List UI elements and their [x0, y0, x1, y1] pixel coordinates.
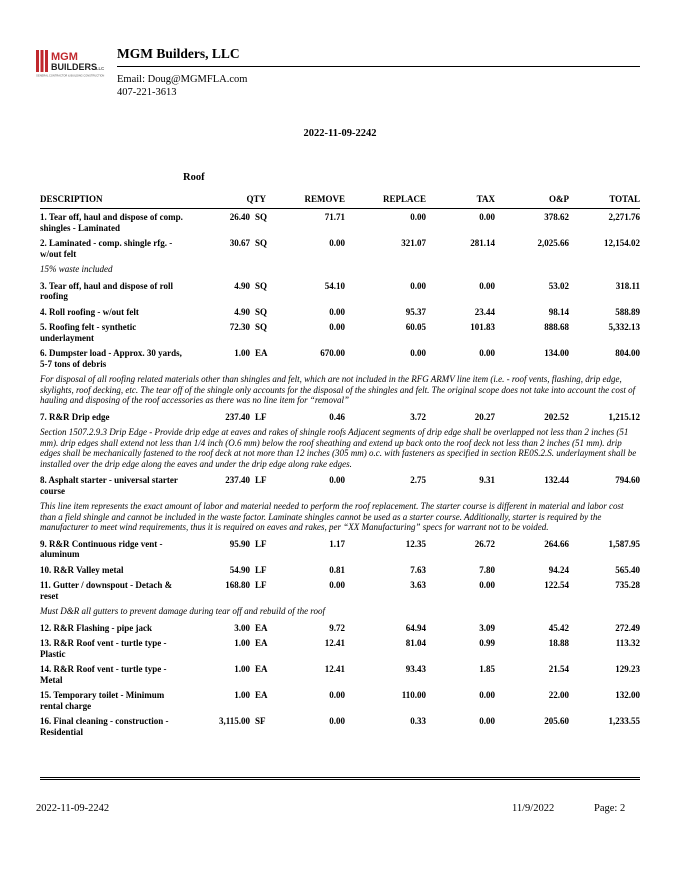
item-tax: 1.85 [479, 664, 496, 674]
item-op: 94.24 [548, 564, 570, 575]
item-unit: SQ [255, 212, 268, 222]
item-description: 4. Roll roofing - w/out felt [40, 306, 139, 317]
section-title: Roof [183, 172, 205, 183]
item-replace: 3.72 [410, 411, 427, 422]
item-op: 378.62 [544, 212, 570, 222]
table-bottom-rule-double [40, 779, 640, 780]
item-op: 132.44 [544, 475, 570, 485]
item-unit: EA [255, 638, 268, 648]
item-unit: LF [255, 538, 267, 549]
table-row [40, 687, 640, 713]
item-qty: 26.40 [229, 212, 250, 222]
item-description: 9. R&R Continuous ridge vent - aluminum [40, 538, 163, 559]
item-qty: 168.80 [225, 580, 250, 590]
item-remove: 0.00 [329, 716, 346, 726]
table-row [40, 562, 640, 578]
table-row [40, 577, 640, 603]
table-row [40, 304, 640, 320]
table-header-row [40, 192, 640, 209]
item-tax: 7.80 [479, 564, 496, 575]
item-replace: 60.05 [405, 322, 427, 332]
item-qty: 1.00 [234, 690, 250, 700]
col-op: O&P [495, 192, 569, 209]
note-row [40, 371, 640, 409]
col-qty: QTY [190, 192, 282, 209]
item-unit: SQ [255, 322, 268, 332]
item-op: 122.54 [544, 580, 570, 590]
item-qty: 30.67 [229, 238, 250, 248]
table-row [40, 620, 640, 636]
item-qty: 3,115.00 [218, 716, 250, 726]
item-description: 11. Gutter / downspout - Detach & reset [40, 580, 173, 601]
item-total: 1,215.12 [608, 411, 641, 422]
item-note: Must D&R all gutters to prevent damage during tear off and rebuild of the roof [40, 606, 325, 616]
item-description: 8. Asphalt starter - universal starter course [40, 475, 178, 496]
company-logo [36, 48, 110, 78]
item-tax: 9.31 [479, 475, 496, 485]
item-qty: 4.90 [234, 280, 250, 291]
item-tax: 101.83 [470, 322, 496, 332]
item-tax: 281.14 [470, 238, 496, 248]
item-qty: 4.90 [234, 306, 250, 317]
table-row [40, 209, 640, 236]
item-tax: 0.00 [479, 716, 496, 726]
table-row [40, 661, 640, 687]
item-remove: 71.71 [324, 212, 346, 222]
item-description: 7. R&R Drip edge [40, 411, 110, 422]
item-tax: 20.27 [474, 411, 496, 422]
table-row [40, 235, 640, 261]
item-replace: 0.00 [410, 212, 427, 222]
col-replace: REPLACE [345, 192, 426, 209]
note-row [40, 424, 640, 472]
item-replace: 95.37 [405, 306, 427, 317]
item-replace: 110.00 [401, 690, 427, 700]
item-qty: 237.40 [225, 475, 250, 485]
claim-number: 2022-11-09-2242 [303, 128, 377, 139]
item-remove: 0.00 [329, 306, 346, 317]
item-qty: 1.00 [234, 348, 250, 358]
table-row [40, 278, 640, 304]
item-replace: 81.04 [405, 638, 427, 648]
col-remove: REMOVE [282, 192, 345, 209]
item-op: 45.42 [548, 622, 570, 633]
item-replace: 93.43 [405, 664, 427, 674]
table-body [40, 209, 640, 740]
item-remove: 12.41 [324, 638, 346, 648]
table-row [40, 536, 640, 562]
item-total: 804.00 [615, 348, 641, 358]
item-op: 264.66 [544, 538, 570, 549]
item-op: 18.88 [548, 638, 570, 648]
item-qty: 3.00 [234, 622, 250, 633]
item-replace: 3.63 [410, 580, 427, 590]
svg-text:LLC: LLC [96, 66, 105, 71]
col-description: DESCRIPTION [40, 192, 190, 209]
item-total: 272.49 [615, 622, 641, 633]
item-tax: 0.00 [479, 212, 496, 222]
item-description: 2. Laminated - comp. shingle rfg. - w/out felt [40, 238, 173, 259]
col-tax: TAX [426, 192, 495, 209]
item-note: This line item represents the exact amount of labor and material needed to perform the roof replacement. The starter course is different in material and labor cost than a field shingle and cannot be included in the waste factor. Laminate shingles cannot be used as a starter course. Additionally, starter is required by the manufacturer to meet wind requirements, thus it is required on eaves and rakes, per “XX Manufacturing” specs for warrant not to be voided. [40, 501, 624, 532]
table-row [40, 635, 640, 661]
logo-graphic [36, 48, 110, 78]
item-description: 10. R&R Valley metal [40, 564, 124, 575]
item-replace: 7.63 [410, 564, 427, 575]
item-unit: SQ [255, 280, 268, 291]
note-row [40, 261, 640, 278]
item-total: 318.11 [615, 280, 641, 291]
item-remove: 0.00 [329, 475, 346, 485]
note-row [40, 498, 640, 536]
svg-text:GENERAL CONTRACTOR & BUILDING: GENERAL CONTRACTOR & BUILDING CONSTRUCTION [36, 74, 105, 78]
item-tax: 0.00 [479, 580, 496, 590]
contact-email: Email: Doug@MGMFLA.com [117, 74, 248, 85]
item-replace: 64.94 [405, 622, 427, 633]
item-op: 134.00 [544, 348, 570, 358]
item-unit: EA [255, 348, 268, 358]
item-tax: 0.00 [479, 348, 496, 358]
item-op: 205.60 [544, 716, 570, 726]
item-op: 22.00 [548, 690, 570, 700]
item-description: 12. R&R Flashing - pipe jack [40, 622, 153, 633]
item-remove: 0.00 [329, 690, 346, 700]
item-note: 15% waste included [40, 264, 113, 274]
item-unit: SQ [255, 238, 268, 248]
table-row [40, 319, 640, 345]
col-total: TOTAL [569, 192, 640, 209]
item-qty: 237.40 [225, 411, 250, 422]
item-replace: 2.75 [410, 475, 427, 485]
item-total: 113.32 [615, 638, 641, 648]
contact-info [117, 73, 247, 99]
item-tax: 0.99 [479, 638, 496, 648]
item-op: 202.52 [544, 411, 570, 422]
item-qty: 95.90 [229, 538, 250, 549]
item-replace: 12.35 [405, 538, 427, 549]
svg-text:MGM: MGM [51, 51, 78, 63]
footer-claim-number: 2022-11-09-2242 [36, 803, 110, 814]
item-tax: 3.09 [479, 622, 496, 633]
item-total: 129.23 [615, 664, 641, 674]
item-unit: EA [255, 664, 268, 674]
item-description: 1. Tear off, haul and dispose of comp. shingles - Laminated [40, 212, 183, 233]
note-row [40, 603, 640, 620]
item-unit: LF [255, 475, 267, 485]
item-replace: 0.33 [410, 716, 427, 726]
item-remove: 0.00 [329, 580, 346, 590]
item-remove: 0.46 [329, 411, 346, 422]
item-total: 1,587.95 [608, 538, 641, 549]
item-unit: LF [255, 580, 267, 590]
item-remove: 12.41 [324, 664, 346, 674]
item-total: 1,233.55 [608, 716, 641, 726]
item-unit: SF [255, 716, 266, 726]
item-op: 2,025.66 [537, 238, 570, 248]
item-unit: EA [255, 622, 268, 633]
contact-phone: 407-221-3613 [117, 87, 177, 98]
item-description: 15. Temporary toilet - Minimum rental charge [40, 690, 165, 711]
item-op: 21.54 [548, 664, 570, 674]
table-row [40, 713, 640, 739]
item-description: 3. Tear off, haul and dispose of roll roofing [40, 280, 173, 301]
svg-text:BUILDERS: BUILDERS [51, 62, 98, 72]
item-unit: EA [255, 690, 268, 700]
item-replace: 0.00 [410, 280, 427, 291]
item-op: 53.02 [548, 280, 570, 291]
item-remove: 0.81 [329, 564, 346, 575]
header-divider [117, 66, 640, 67]
item-remove: 670.00 [320, 348, 346, 358]
item-remove: 1.17 [329, 538, 346, 549]
item-note: Section 1507.2.9.3 Drip Edge - Provide drip edge at eaves and rakes of shingle roofs Adjacent segments of drip edge shall be overlapped not less than 2 inches (51 mm). drip edges shall extend not less than 1/4 inch (O.6 mm) below the roof sheathing and extend up back onto the roof deck not less than 2 inches (51 mm). drip edges shall be mechanically fastened to the roof deck at not more than 12 inches (305 mm) o.c. with fasteners as specified in section RE0S.2.S. underlayment shall be installed over the drip edge along the eaves and under the drip edge along rake edges. [40, 427, 637, 469]
footer-page-number: Page: 2 [594, 803, 626, 814]
item-unit: LF [255, 564, 267, 575]
estimate-table [40, 192, 640, 739]
item-total: 12,154.02 [604, 238, 641, 248]
item-total: 794.60 [615, 475, 641, 485]
item-total: 132.00 [615, 690, 641, 700]
item-replace: 0.00 [410, 348, 427, 358]
item-tax: 23.44 [474, 306, 496, 317]
item-remove: 0.00 [329, 238, 346, 248]
item-description: 13. R&R Roof vent - turtle type - Plastic [40, 638, 167, 659]
company-name: MGM Builders, LLC [117, 46, 240, 61]
item-tax: 0.00 [479, 690, 496, 700]
item-note: For disposal of all roofing related materials other than shingles and felt, which are not included in the RFG ARMV line item (i.e. - roof vents, flashing, drip edge, skylights, roof decking, etc. The tear off of the shingle only accounts for the disposal of the shingles and felt. The original scope does not take into account the cost of hauling and disposing of the roof accessories as there was no line item for “removal” [40, 374, 636, 405]
item-op: 98.14 [548, 306, 570, 317]
item-description: 14. R&R Roof vent - turtle type - Metal [40, 664, 167, 685]
item-total: 588.89 [615, 306, 641, 317]
item-qty: 54.90 [229, 564, 250, 575]
table-bottom-rule [40, 777, 640, 778]
item-total: 5,332.13 [608, 322, 641, 332]
item-description: 6. Dumpster load - Approx. 30 yards, 5-7 tons of debris [40, 348, 182, 369]
item-tax: 26.72 [474, 538, 496, 549]
item-description: 5. Roofing felt - synthetic underlayment [40, 322, 137, 343]
item-replace: 321.07 [401, 238, 427, 248]
item-remove: 9.72 [329, 622, 346, 633]
item-qty: 1.00 [234, 638, 250, 648]
item-qty: 1.00 [234, 664, 250, 674]
footer-date: 11/9/2022 [512, 803, 555, 814]
item-remove: 54.10 [324, 280, 346, 291]
item-unit: SQ [255, 306, 268, 317]
item-op: 888.68 [544, 322, 570, 332]
item-remove: 0.00 [329, 322, 346, 332]
item-total: 565.40 [615, 564, 641, 575]
item-qty: 72.30 [229, 322, 250, 332]
item-description: 16. Final cleaning - construction - Residential [40, 716, 169, 737]
table-row [40, 409, 640, 425]
item-total: 735.28 [615, 580, 641, 590]
item-tax: 0.00 [479, 280, 496, 291]
table-row [40, 472, 640, 498]
item-total: 2,271.76 [608, 212, 641, 222]
item-unit: LF [255, 411, 267, 422]
table-row [40, 345, 640, 371]
